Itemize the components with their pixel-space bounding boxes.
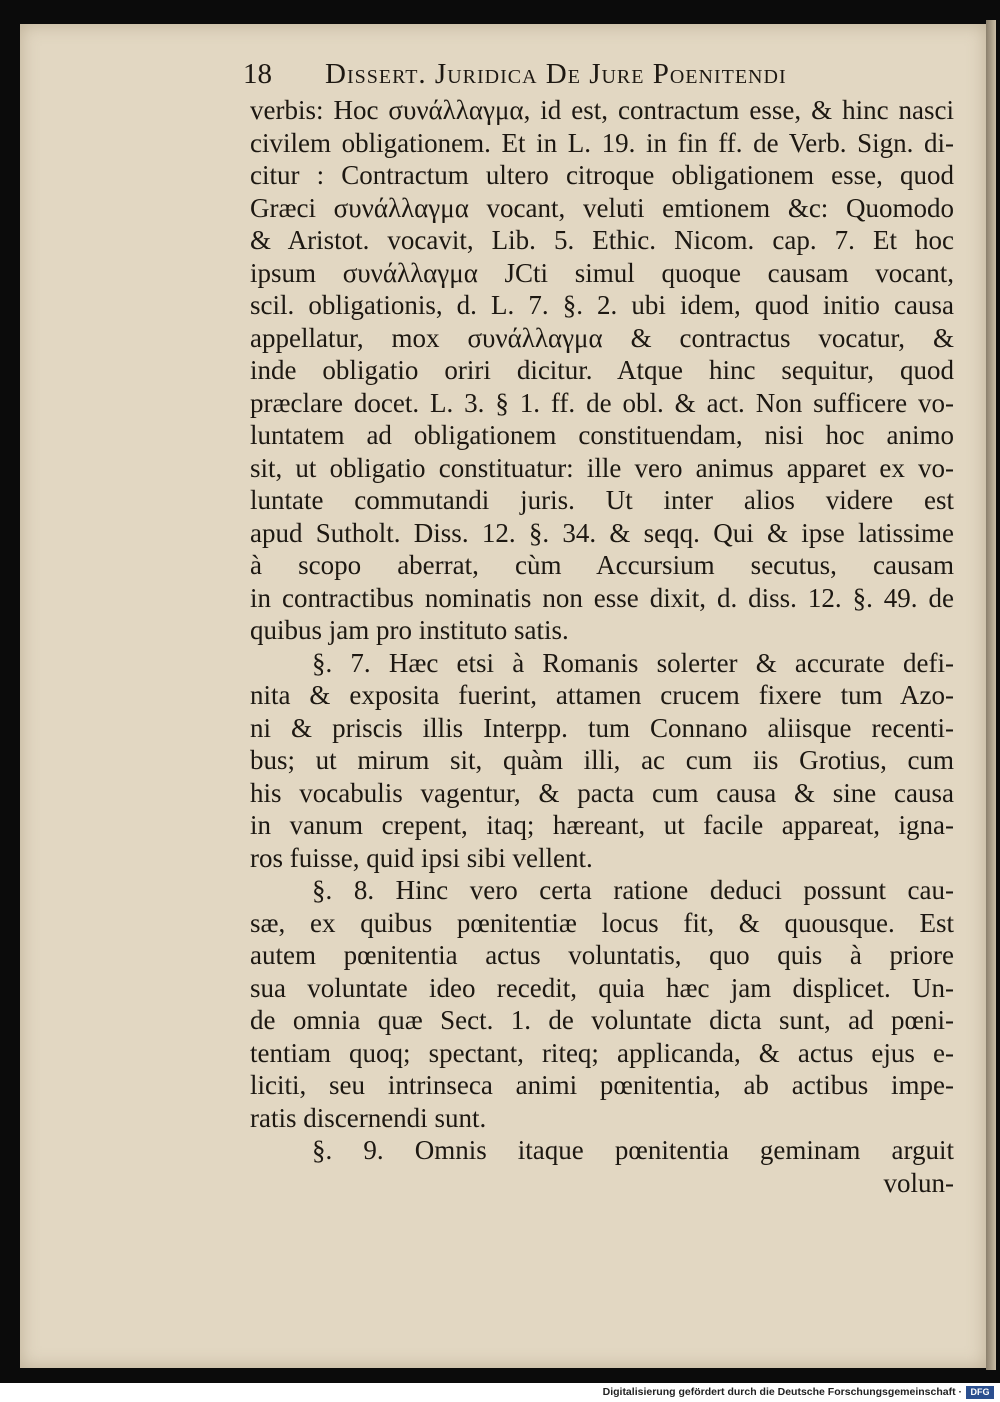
text-line: bus; ut mirum sit, quàm illi, ac cum iis Grotius, cum [250, 745, 954, 775]
text-line: præclare docet. L. 3. § 1. ff. de obl. & act. Non sufficere vo- [250, 387, 954, 418]
paragraph-start-line: §. 8. Hinc vero certa ratione deduci possunt cau- [312, 875, 954, 905]
text-line: à scopo aberrat, cùm Accursium secutus, causam [250, 550, 954, 580]
page-edge [986, 20, 996, 1370]
text-line: liciti, seu intrinseca animi pœnitentia, ab actibus impe- [250, 1070, 954, 1100]
text-line: sua voluntate ideo recedit, quia hæc jam displicet. Un- [250, 972, 954, 1003]
text-line: inde obligatio oriri dicitur. Atque hinc sequitur, quod [250, 355, 954, 385]
paragraph-start-line: §. 7. Hæc etsi à Romanis solerter & accurate defi- [312, 647, 954, 678]
footer-bar [0, 1383, 1000, 1402]
text-line: ni & priscis illis Interpp. tum Connano aliisque recenti- [250, 712, 954, 743]
text-line: scil. obligationis, d. L. 7. §. 2. ubi idem, quod initio causa [250, 290, 954, 320]
text-line: ros fuisse, quid ipsi sibi vellent. [250, 842, 593, 873]
page-header [243, 58, 963, 98]
text-line: luntatem ad obligationem constituendam, nisi hoc animo [250, 420, 954, 450]
text-line: de omnia quæ Sect. 1. de voluntate dicta sunt, ad pœni- [250, 1005, 954, 1035]
text-line: tentiam quoq; spectant, riteq; applicanda, & actus ejus e- [250, 1037, 954, 1068]
text-line: autem pœnitentia actus voluntatis, quo quis à priore [250, 940, 954, 970]
catchword: volun- [883, 1167, 954, 1198]
text-line: in vanum crepent, itaq; hæreant, ut facile appareat, igna- [250, 810, 954, 840]
text-line: Græci συνάλλαγμα vocant, veluti emtionem &c: Quomodo [250, 192, 954, 223]
paragraph-start-line: §. 9. Omnis itaque pœnitentia geminam arguit [312, 1135, 954, 1165]
text-line: nita & exposita fuerint, attamen crucem fixere tum Azo- [250, 680, 954, 710]
text-line: appellatur, mox συνάλλαγμα & contractus vocatur, & [250, 322, 954, 353]
running-head: Dissert. Juridica De Jure Poenitendi [325, 58, 787, 90]
text-line: luntate commutandi juris. Ut inter alios videre est [250, 485, 954, 515]
funding-notice: Digitalisierung gefördert durch die Deutsche Forschungsgemeinschaft · [602, 1386, 962, 1398]
page-number: 18 [243, 58, 272, 90]
text-line: quibus jam pro instituto satis. [250, 615, 569, 645]
text-line: & Aristot. vocavit, Lib. 5. Ethic. Nicom. cap. 7. Et hoc [250, 225, 954, 255]
text-line: citur : Contractum ultero citroque obligationem esse, quod [250, 160, 954, 190]
text-line: ipsum συνάλλαγμα JCti simul quoque causam vocant, [250, 257, 954, 288]
text-body [250, 94, 954, 1199]
text-line: apud Sutholt. Diss. 12. §. 34. & seqq. Qui & ipse latissime [250, 517, 954, 548]
text-line: civilem obligationem. Et in L. 19. in fin ff. de Verb. Sign. di- [250, 127, 954, 158]
dfg-logo: DFG [966, 1386, 994, 1399]
text-line: verbis: Hoc συνάλλαγμα, id est, contractum esse, & hinc nasci [250, 95, 954, 125]
text-line: sæ, ex quibus pœnitentiæ locus fit, & quousque. Est [250, 907, 954, 938]
text-line: his vocabulis vagentur, & pacta cum causa & sine causa [250, 777, 954, 808]
text-line: in contractibus nominatis non esse dixit, d. diss. 12. §. 49. de [250, 582, 954, 613]
text-line: ratis discernendi sunt. [250, 1102, 487, 1133]
text-line: sit, ut obligatio constituatur: ille vero animus apparet ex vo- [250, 452, 954, 483]
